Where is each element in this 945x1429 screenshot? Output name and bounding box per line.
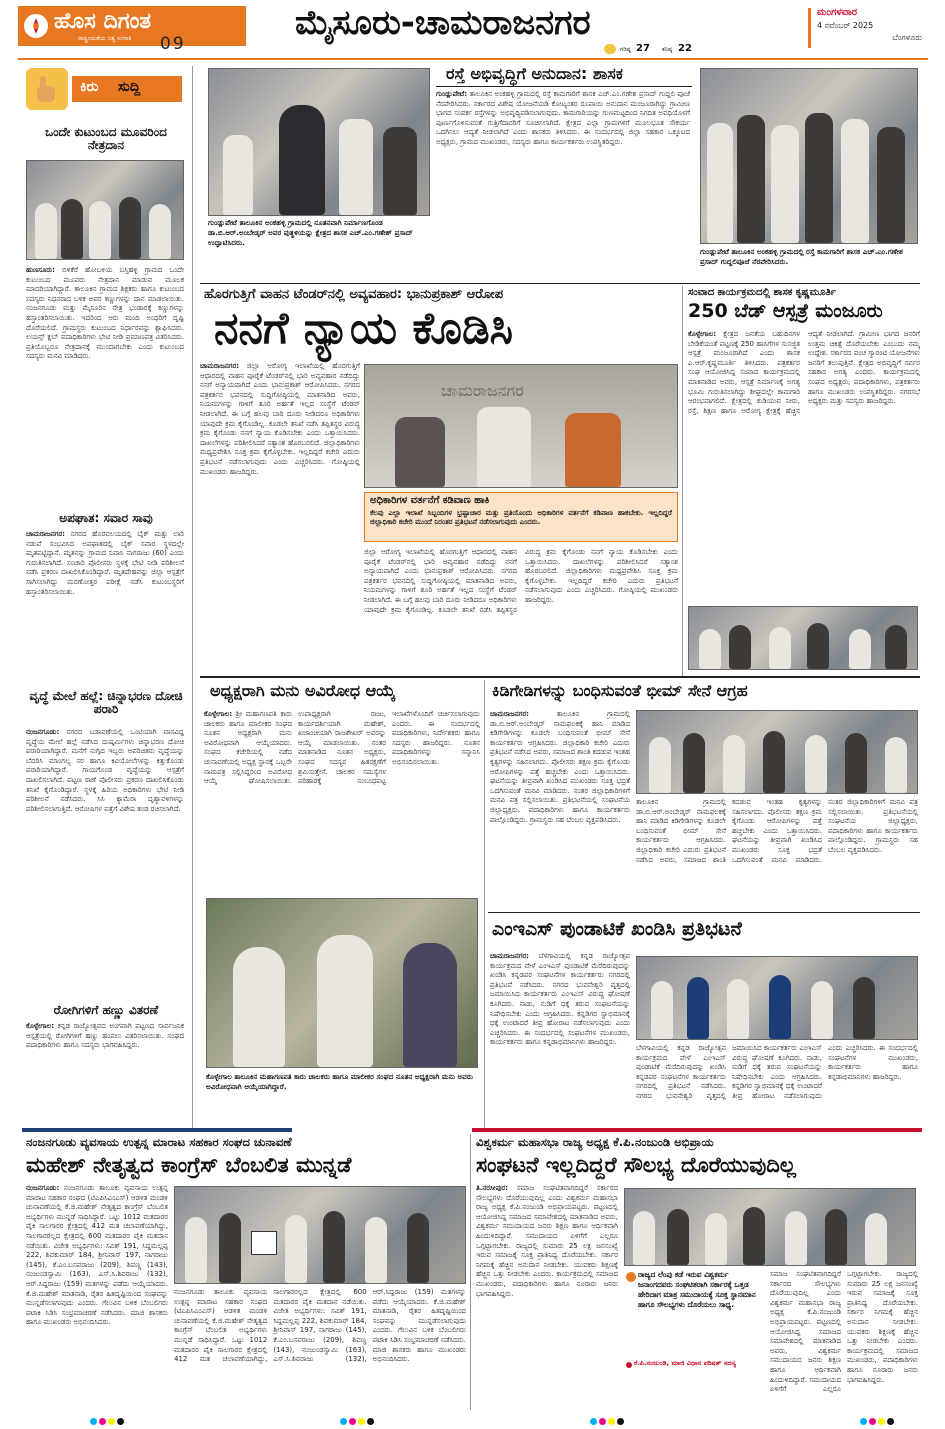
bottom-left-text: ನಂಜನಗೂಡು ತಾಲೂಕು ವ್ಯವಸಾಯ ಉತ್ಪನ್ನ ಮಾರಾಟ ಸಹಕಾರ ಸಂಘದ (ಟಿಎಪಿಸಿಎಂಎಸ್) ಆಡಳಿತ ಮಂಡಳಿ ಚುನಾವಣೆಯಲ್ಲಿ ಕೆ.ಜಿ.ಮಹೇಶ್ ನೇತೃತ್ವದ ಕಾಂಗ್ರೆಸ್ ಬೆಂಬಲಿತ ಅಭ್ಯರ್ಥಿಗಳು ಮುನ್ನಡೆ ಸಾಧಿಸಿದ್ದಾರೆ. ಒಟ್ಟು 1012 ಮತದಾರರ ಪೈಕಿ ಸಾಲಗಾರರ ಕ್ಷೇತ್ರದಲ್ಲಿ 412 ಮತ ಚಲಾವಣೆಯಾಗಿದ್ದು, ಸಾಲಗಾರರಲ್ಲದ ಕ್ಷೇತ್ರದಲ್ಲಿ 600 ಮತದಾರರ ಪೈಕಿ ಮತದಾನ ನಡೆಯಿತು. ವಿಜೇತ ಅಭ್ಯರ್ಥಿಗಳು: ಸವಿತ್ 191, ಸಿದ್ದಮಲ್ಲಪ್ಪ 222, ಶಿವಕುಮಾರ್ 184, ಶ್ರೀನಿವಾಸ್ 197, ನಾಗರಾಜು (145), ಕೆ.ಎಂ.ಬಸವರಾಜು (209), ಶಿವಣ್ಣ (143), ನಂಜುಂಡಸ್ವಾಮಿ (163), ಎಸ್.ಸಿ.ಶಿವರಾಜು (132), ಆರ್.ಸಿದ್ದರಾಜು (159) ಮತಗಳನ್ನು ಪಡೆದು ಆಯ್ಕೆಯಾದರು. ಕೆ.ಜಿ.ಮಹೇಶ್ ಮಾತನಾಡಿ, ರೈತರ ಹಿತದೃಷ್ಟಿಯಿಂದ ಸಂಘವನ್ನು ಮುನ್ನಡೆಸಲಾಗುವುದು ಎಂದರು. ಗೆಲುವಿನ ಬಳಿಕ ಬೆಂಬಲಿಗರು ಪಟಾಕಿ ಸಿಡಿಸಿ ಸಂಭ್ರಮಾಚರಣೆ ನಡೆಸಿದರು. ಮಾಜಿ ಶಾಸಕರು ಹಾಗೂ ಮುಖಂಡರು ಅಭಿನಂದಿಸಿದರು. — [26, 1184, 168, 1327]
sidebar-story3-title: ವೃದ್ಧೆ ಮೇಲೆ ಹಲ್ಲೆ: ಚಿನ್ನಾಭರಣ ದೋಚಿ ಪರಾರಿ — [29, 689, 183, 716]
sidebar-story1-title: ಒಂದೇ ಕುಟುಂಬದ ಮೂವರಿಂದ ನೇತ್ರದಾನ — [45, 125, 167, 152]
top-story-headline-rule — [436, 86, 692, 87]
lead-story-callout — [364, 492, 678, 542]
sidebar-story2-body — [26, 530, 184, 682]
lead-story-callout-title: ಅಧಿಕಾರಿಗಳ ವರ್ತನೆಗೆ ಕಡಿವಾಣ ಹಾಕಿ — [370, 495, 490, 506]
section-title: ಮೈಸೂರು-ಚಾಮರಾಜನಗರ — [295, 3, 591, 43]
dateline-block — [808, 8, 928, 48]
sidebar-divider — [192, 66, 193, 1130]
sidebar-story3-text: ನಗರದ ಬಡಾವಣೆಯಲ್ಲಿ ಒಂಟಿಯಾಗಿ ವಾಸವಿದ್ದ ವೃದ್ಧೆಯ ಮೇಲೆ ಹಲ್ಲೆ ನಡೆಸಿದ ದುಷ್ಕರ್ಮಿಗಳು ಚಿನ್ನಾಭರಣ ದೋಚಿ ಪರಾರಿಯಾಗಿದ್ದಾರೆ. ಮನೆಗೆ ನುಗ್ಗಿದ ಇಬ್ಬರು ಅಪರಿಚಿತರು ವೃದ್ಧೆಯನ್ನು ಬೆದರಿಸಿ ಮಾಂಗಲ್ಯ ಸರ ಹಾಗೂ ಕಿವಿಯೋಲೆಗಳನ್ನು ಕಿತ್ತುಕೊಂಡು ಪರಾರಿಯಾಗಿದ್ದಾರೆ. ಗಾಯಗೊಂಡ ವೃದ್ಧೆಯನ್ನು ಆಸ್ಪತ್ರೆಗೆ ದಾಖಲಿಸಲಾಗಿದೆ. ಪಟ್ಟಣ ಠಾಣೆ ಪೊಲೀಸರು ಪ್ರಕರಣ ದಾಖಲಿಸಿಕೊಂಡು ತನಿಖೆ ಕೈಗೊಂಡಿದ್ದಾರೆ. ಸ್ಥಳಕ್ಕೆ ಹಿರಿಯ ಅಧಿಕಾರಿಗಳು ಭೇಟಿ ನೀಡಿ ಪರಿಶೀಲನೆ ನಡೆಸಿದರು. ಸಿಸಿ ಕ್ಯಾಮೆರಾ ದೃಶ್ಯಾವಳಿಗಳನ್ನು ಪರಿಶೀಲಿಸಲಾಗುತ್ತಿದೆ. ಆರೋಪಿಗಳ ಪತ್ತೆಗೆ ವಿಶೇಷ ತಂಡ ರಚಿಸಲಾಗಿದೆ. — [26, 728, 184, 813]
bottom-right-headline: ಸಂಘಟನೆ ಇಲ್ಲದಿದ್ದರೆ ಸೌಲಭ್ಯ ದೊರೆಯುವುದಿಲ್ಲ — [476, 1153, 796, 1177]
bottom-divider — [470, 1134, 471, 1410]
print-registration-marks-left — [90, 1410, 126, 1429]
lead-story-callout-body: ಕೆಲವು ಎಲ್ಲಾ ಇಲಾಖೆ ಸಿಬ್ಬಂದಿಗಳ ಭ್ರಷ್ಟಾಚಾರ ಮತ್ತು ಪ್ರತಿಯೊಂದು ಅಧಿಕಾರಿಗಳ ವರ್ತನೆಗೆ ಕಡಿವಾಣ ಹಾಕಬೇಕು. ಇಲ್ಲದಿದ್ದರೆ ಜಿಲ್ಲಾಧಿಕಾರಿ ಕಚೇರಿ ಮುಂದೆ ನಿರಂತರ ಪ್ರತಿಭಟನೆ ನಡೆಸಲಾಗುವುದು ಎಂದರು. — [370, 508, 672, 527]
brief-badge-ribbon — [72, 76, 182, 102]
mid-right-top-text: ತಾಲೂಕಿನ ಗ್ರಾಮದಲ್ಲಿ ಡಾ.ಬಿ.ಆರ್.ಅಂಬೇಡ್ಕರ್ ನಾಮಫಲಕಕ್ಕೆ ಹಾನಿ ಮಾಡಿದ ಕಿಡಿಗೇಡಿಗಳನ್ನು ಕೂಡಲೇ ಬಂಧಿಸುವಂತೆ ಭೀಮ್ ಸೇನೆ ಕಾರ್ಯಕರ್ತರು ಆಗ್ರಹಿಸಿದರು. ಜಿಲ್ಲಾಧಿಕಾರಿ ಕಚೇರಿ ಎದುರು ಪ್ರತಿಭಟನೆ ನಡೆಸಿದ ಅವರು, ಸಮಾಜದ ಶಾಂತಿ ಕದಡುವ ಇಂತಹ ಕೃತ್ಯಗಳನ್ನು ಸಹಿಸಲಾಗದು. ಪೊಲೀಸರು ತಕ್ಷಣ ಕ್ರಮ ಕೈಗೊಂಡು ಆರೋಪಿಗಳನ್ನು ಪತ್ತೆ ಹಚ್ಚಬೇಕು ಎಂದು ಒತ್ತಾಯಿಸಿದರು. ಘಟನೆಯನ್ನು ತೀವ್ರವಾಗಿ ಖಂಡಿಸಿದ ಮುಖಂಡರು ಸೂಕ್ತ ಭದ್ರತೆ ಒದಗಿಸುವಂತೆ ಮನವಿ ಮಾಡಿದರು. ನಂತರ ಜಿಲ್ಲಾಧಿಕಾರಿಗಳಿಗೆ ಮನವಿ ಪತ್ರ ಸಲ್ಲಿಸಲಾಯಿತು. ಪ್ರತಿಭಟನೆಯಲ್ಲಿ ಸಂಘಟನೆಯ ಜಿಲ್ಲಾಧ್ಯಕ್ಷರು, ಪದಾಧಿಕಾರಿಗಳು ಹಾಗೂ ಕಾರ್ಯಕರ್ತರು ಪಾಲ್ಗೊಂಡಿದ್ದರು. ಗ್ರಾಮಸ್ಥರು ಸಹ ಬೆಂಬಲ ವ್ಯಕ್ತಪಡಿಸಿದರು. — [490, 710, 630, 824]
top-story-body — [436, 90, 690, 260]
mid-right-rule — [488, 912, 920, 913]
bottom-left-body-col1 — [26, 1184, 168, 1408]
issue-day: ಮಂಗಳವಾರ — [817, 7, 858, 18]
sidebar-story1-photo — [26, 160, 184, 260]
issue-date: 4 ನವೆಂಬರ್ 2025 — [817, 20, 874, 30]
mid-right-bottom-dateline: ಚಾಮರಾಜನಗರ: — [490, 952, 529, 960]
mid-right-bottom-headline: ಎಂಇಎಸ್ ಪುಂಡಾಟಿಕೆ ಖಂಡಿಸಿ ಪ್ರತಿಭಟನೆ — [492, 918, 742, 940]
top-story-text: ತಾಲೂಕಿನ ಅಂಕಹಳ್ಳಿ ಗ್ರಾಮದಲ್ಲಿ ರಸ್ತೆ ಕಾಮಗಾರಿಗೆ ಶಾಸಕ ಎಚ್.ಎಂ.ಗಣೇಶ ಪ್ರಸಾದ್ ಗುದ್ದಲಿ ಪೂಜೆ ನೆರವೇರಿಸಿದರು. ಸರ್ಕಾರದ ವಿಶೇಷ ಯೋಜನೆಯಡಿ ಕೋಟ್ಯಂತರ ರೂಪಾಯಿ ಅನುದಾನ ಮಂಜೂರಾಗಿದ್ದು ಗ್ರಾಮೀಣ ಭಾಗದ ಸಂಪರ್ಕ ರಸ್ತೆಗಳನ್ನು ಅಭಿವೃದ್ಧಿಪಡಿಸಲಾಗುವುದು. ಕಾಮಗಾರಿಯನ್ನು ಗುಣಮಟ್ಟದಿಂದ ನಿಗದಿತ ಅವಧಿಯೊಳಗೆ ಪೂರ್ಣಗೊಳಿಸುವಂತೆ ಗುತ್ತಿಗೆದಾರರಿಗೆ ಸೂಚಿಸಲಾಗಿದೆ. ಕ್ಷೇತ್ರದ ಎಲ್ಲಾ ಗ್ರಾಮಗಳಿಗೆ ಮೂಲಭೂತ ಸೌಕರ್ಯ ಒದಗಿಸಲು ಆದ್ಯತೆ ನೀಡಲಾಗಿದೆ ಎಂದು ಶಾಸಕರು ತಿಳಿಸಿದರು. ಈ ಸಂದರ್ಭದಲ್ಲಿ ಜಿಲ್ಲಾ ಸಹಕಾರ ಒಕ್ಕೂಟದ ಅಧ್ಯಕ್ಷರು, ಗ್ರಾಮದ ಮುಖಂಡರು, ಸದಸ್ಯರು ಹಾಗೂ ಕಾರ್ಯಕರ್ತರು ಉಪಸ್ಥಿತರಿದ್ದರು. — [436, 90, 690, 146]
bottom-right-quote-author: ಕೆ.ಪಿ.ನಂಜುಂಡಿ, ಮಾಜಿ ವಿಧಾನ ಪರಿಷತ್ ಸದಸ್ಯ — [634, 1359, 736, 1367]
logo-text: ಹೊಸ ದಿಗಂತ — [54, 9, 152, 34]
weather-max-label: ಗರಿಷ್ಠ — [620, 46, 631, 53]
print-registration-marks-mid — [340, 1410, 376, 1429]
sidebar-story1-dateline: ಹುಣಸೂರು: — [26, 266, 55, 274]
bottom-left-headline: ಮಹೇಶ್ ನೇತೃತ್ವದ ಕಾಂಗ್ರೆಸ್ ಬೆಂಬಲಿತ ಮುನ್ನಡೆ — [26, 1153, 352, 1177]
print-registration-marks-far-right — [860, 1410, 896, 1429]
mid-left-dateline: ಕೊಳ್ಳೇಗಾಲ: — [204, 710, 233, 718]
mid-left-headline: ಅಧ್ಯಕ್ಷರಾಗಿ ಮನು ಅವಿರೋಧ ಆಯ್ಕೆ — [210, 681, 396, 700]
logo-emblem-icon — [24, 14, 48, 38]
bottom-left-kicker: ನಂಜನಗೂಡು ವ್ಯವಸಾಯ ಉತ್ಪನ್ನ ಮಾರಾಟ ಸಹಕಾರ ಸಂಘದ ಚುನಾವಣೆ — [26, 1135, 292, 1149]
bottom-right-kicker: ವಿಶ್ವಕರ್ಮ ಮಹಾಸಭಾ ರಾಜ್ಯ ಅಧ್ಯಕ್ಷ ಕೆ.ಪಿ.ನಂಜುಂಡಿ ಅಭಿಪ್ರಾಯ — [476, 1135, 714, 1149]
right-top-body — [688, 330, 920, 600]
mid-left-body — [204, 710, 480, 894]
weather-min-label: ಕನಿಷ್ಠ — [662, 46, 673, 53]
brief-hand-icon — [26, 68, 68, 110]
brief-badge-prefix: ಕಿರು — [80, 79, 99, 95]
bottom-right-body-col2 — [770, 1270, 918, 1408]
mid-divider — [484, 680, 485, 1128]
masthead-rule — [18, 58, 928, 60]
sidebar-story3-dateline: ನಂಜನಗೂಡು: — [26, 728, 60, 736]
logo-block — [18, 6, 246, 46]
mid-right-top-text-continued: ತಾಲೂಕಿನ ಗ್ರಾಮದಲ್ಲಿ ಡಾ.ಬಿ.ಆರ್.ಅಂಬೇಡ್ಕರ್ ನಾಮಫಲಕಕ್ಕೆ ಹಾನಿ ಮಾಡಿದ ಕಿಡಿಗೇಡಿಗಳನ್ನು ಕೂಡಲೇ ಬಂಧಿಸುವಂತೆ ಭೀಮ್ ಸೇನೆ ಕಾರ್ಯಕರ್ತರು ಆಗ್ರಹಿಸಿದರು. ಜಿಲ್ಲಾಧಿಕಾರಿ ಕಚೇರಿ ಎದುರು ಪ್ರತಿಭಟನೆ ನಡೆಸಿದ ಅವರು, ಸಮಾಜದ ಶಾಂತಿ ಕದಡುವ ಇಂತಹ ಕೃತ್ಯಗಳನ್ನು ಸಹಿಸಲಾಗದು. ಪೊಲೀಸರು ತಕ್ಷಣ ಕ್ರಮ ಕೈಗೊಂಡು ಆರೋಪಿಗಳನ್ನು ಪತ್ತೆ ಹಚ್ಚಬೇಕು ಎಂದು ಒತ್ತಾಯಿಸಿದರು. ಘಟನೆಯನ್ನು ತೀವ್ರವಾಗಿ ಖಂಡಿಸಿದ ಮುಖಂಡರು ಸೂಕ್ತ ಭದ್ರತೆ ಒದಗಿಸುವಂತೆ ಮನವಿ ಮಾಡಿದರು. ನಂತರ ಜಿಲ್ಲಾಧಿಕಾರಿಗಳಿಗೆ ಮನವಿ ಪತ್ರ ಸಲ್ಲಿಸಲಾಯಿತು. ಪ್ರತಿಭಟನೆಯಲ್ಲಿ ಸಂಘಟನೆಯ ಜಿಲ್ಲಾಧ್ಯಕ್ಷರು, ಪದಾಧಿಕಾರಿಗಳು ಹಾಗೂ ಕಾರ್ಯಕರ್ತರು ಪಾಲ್ಗೊಂಡಿದ್ದರು. ಗ್ರಾಮಸ್ಥರು ಸಹ ಬೆಂಬಲ ವ್ಯಕ್ತಪಡಿಸಿದರು. — [636, 798, 918, 864]
sidebar-story4-text: ಕನ್ನಡ ರಾಜ್ಯೋತ್ಸವದ ಅಂಗವಾಗಿ ಪಟ್ಟಣದ ಸಾರ್ವಜನಿಕ ಆಸ್ಪತ್ರೆಯಲ್ಲಿ ರೋಗಿಗಳಿಗೆ ಹಣ್ಣು ಹಂಪಲು ವಿತರಿಸಲಾಯಿತು. ಸಂಘದ ಪದಾಧಿಕಾರಿಗಳು ಹಾಗೂ ಸದಸ್ಯರು ಭಾಗವಹಿಸಿದ್ದರು. — [26, 1022, 184, 1050]
top-section-rule — [200, 283, 920, 284]
masthead — [0, 0, 945, 58]
top-story-headline: ರಸ್ತೆ ಅಭಿವೃದ್ಧಿಗೆ ಅನುದಾನ: ಶಾಸಕ — [446, 64, 623, 83]
weather-max: 27 — [636, 43, 650, 54]
lead-story-dateline: ಚಾಮರಾಜನಗರ: — [200, 362, 239, 370]
right-top-photo — [688, 606, 918, 670]
sidebar-story2-title: ಅಪಘಾತ: ಸವಾರ ಸಾವು — [59, 511, 153, 525]
top-story-caption-left: ಗುಂಡ್ಲುಪೇಟೆ ತಾಲೂಕಿನ ಅಂಕಹಳ್ಳಿ ಗ್ರಾಮದಲ್ಲಿ ನೂತನವಾಗಿ ನಿರ್ಮಾಣಗೊಂಡ ಡಾ.ಬಿ.ಆರ್.ಅಂಬೇಡ್ಕರ್ ಅವರ ಪುತ್ಥಳಿಯನ್ನು ಕ್ಷೇತ್ರದ ಶಾಸಕ ಎಚ್.ಎಂ.ಗಣೇಶ್ ಪ್ರಸಾದ್ ಉದ್ಘಾಟಿಸಿದರು. — [208, 218, 413, 247]
right-top-text: ಕ್ಷೇತ್ರದ ಜನತೆಯ ಬಹುದಿನಗಳ ಬೇಡಿಕೆಯಂತೆ ಪಟ್ಟಣಕ್ಕೆ 250 ಹಾಸಿಗೆಗಳ ಸುಸಜ್ಜಿತ ಆಸ್ಪತ್ರೆ ಮಂಜೂರಾಗಿದೆ ಎಂದು ಶಾಸಕ ಎ.ಆರ್.ಕೃಷ್ಣಮೂರ್ತಿ ತಿಳಿಸಿದರು. ಪತ್ರಕರ್ತರ ಸಂಘ ಆಯೋಜಿಸಿದ್ದ ಸಂವಾದ ಕಾರ್ಯಕ್ರಮದಲ್ಲಿ ಮಾತನಾಡಿದ ಅವರು, ಆಸ್ಪತ್ರೆ ನಿರ್ಮಾಣಕ್ಕೆ ಅಗತ್ಯ ಭೂಮಿ ಗುರುತಿಸಲಾಗಿದ್ದು ಶೀಘ್ರದಲ್ಲೇ ಕಾಮಗಾರಿ ಆರಂಭವಾಗಲಿದೆ. ಕ್ಷೇತ್ರದಲ್ಲಿ ಕುಡಿಯುವ ನೀರು, ರಸ್ತೆ, ಶಿಕ್ಷಣ ಹಾಗೂ ಆರೋಗ್ಯ ಕ್ಷೇತ್ರಕ್ಕೆ ಹೆಚ್ಚಿನ ಆದ್ಯತೆ ನೀಡಲಾಗಿದೆ. ಗ್ರಾಮೀಣ ಭಾಗದ ಜನರಿಗೆ ಉತ್ತಮ ಚಿಕಿತ್ಸೆ ದೊರೆಯಬೇಕು ಎಂಬುದು ನಮ್ಮ ಉದ್ದೇಶ. ಸರ್ಕಾರದ ಪಂಚ ಗ್ಯಾರಂಟಿ ಯೋಜನೆಗಳು ಜನರಿಗೆ ತಲುಪುತ್ತಿವೆ. ಕ್ಷೇತ್ರದ ಅಭಿವೃದ್ಧಿಗೆ ಸರ್ವರ ಸಹಕಾರ ಅಗತ್ಯ ಎಂದರು. ಕಾರ್ಯಕ್ರಮದಲ್ಲಿ ಸಂಘದ ಅಧ್ಯಕ್ಷರು, ಪದಾಧಿಕಾರಿಗಳು, ಪತ್ರಕರ್ತರು ಹಾಗೂ ಮುಖಂಡರು ಉಪಸ್ಥಿತರಿದ್ದರು. ನಗರಸಭೆ ಅಧ್ಯಕ್ಷರು ಮತ್ತು ಸದಸ್ಯರು ಹಾಜರಿದ್ದರು. — [688, 330, 920, 415]
page-number: 09 — [160, 34, 186, 54]
bottom-right-photo — [624, 1188, 916, 1266]
bottom-right-quote-box — [624, 1270, 764, 1380]
right-top-kicker: ಸಂವಾದ ಕಾರ್ಯಕ್ರಮದಲ್ಲಿ ಶಾಸಕ ಕೃಷ್ಣಮೂರ್ತಿ — [688, 287, 837, 298]
bottom-right-body-col1 — [476, 1184, 618, 1408]
mid-right-top-dateline: ಚಾಮರಾಜನಗರ: — [490, 710, 529, 718]
lead-story-photo — [364, 364, 678, 488]
bottom-left-text-continued: ನಂಜನಗೂಡು ತಾಲೂಕು ವ್ಯವಸಾಯ ಉತ್ಪನ್ನ ಮಾರಾಟ ಸಹಕಾರ ಸಂಘದ (ಟಿಎಪಿಸಿಎಂಎಸ್) ಆಡಳಿತ ಮಂಡಳಿ ಚುನಾವಣೆಯಲ್ಲಿ ಕೆ.ಜಿ.ಮಹೇಶ್ ನೇತೃತ್ವದ ಕಾಂಗ್ರೆಸ್ ಬೆಂಬಲಿತ ಅಭ್ಯರ್ಥಿಗಳು ಮುನ್ನಡೆ ಸಾಧಿಸಿದ್ದಾರೆ. ಒಟ್ಟು 1012 ಮತದಾರರ ಪೈಕಿ ಸಾಲಗಾರರ ಕ್ಷೇತ್ರದಲ್ಲಿ 412 ಮತ ಚಲಾವಣೆಯಾಗಿದ್ದು, ಸಾಲಗಾರರಲ್ಲದ ಕ್ಷೇತ್ರದಲ್ಲಿ 600 ಮತದಾರರ ಪೈಕಿ ಮತದಾನ ನಡೆಯಿತು. ವಿಜೇತ ಅಭ್ಯರ್ಥಿಗಳು: ಸವಿತ್ 191, ಸಿದ್ದಮಲ್ಲಪ್ಪ 222, ಶಿವಕುಮಾರ್ 184, ಶ್ರೀನಿವಾಸ್ 197, ನಾಗರಾಜು (145), ಕೆ.ಎಂ.ಬಸವರಾಜು (209), ಶಿವಣ್ಣ (143), ನಂಜುಂಡಸ್ವಾಮಿ (163), ಎಸ್.ಸಿ.ಶಿವರಾಜು (132), ಆರ್.ಸಿದ್ದರಾಜು (159) ಮತಗಳನ್ನು ಪಡೆದು ಆಯ್ಕೆಯಾದರು. ಕೆ.ಜಿ.ಮಹೇಶ್ ಮಾತನಾಡಿ, ರೈತರ ಹಿತದೃಷ್ಟಿಯಿಂದ ಸಂಘವನ್ನು ಮುನ್ನಡೆಸಲಾಗುವುದು ಎಂದರು. ಗೆಲುವಿನ ಬಳಿಕ ಬೆಂಬಲಿಗರು ಪಟಾಕಿ ಸಿಡಿಸಿ ಸಂಭ್ರಮಾಚರಣೆ ನಡೆಸಿದರು. ಮಾಜಿ ಶಾಸಕರು ಹಾಗೂ ಮುಖಂಡರು ಅಭಿನಂದಿಸಿದರು. — [174, 1288, 466, 1364]
bottom-band-rule — [22, 1128, 922, 1132]
quote-bullet-icon — [626, 1272, 636, 1282]
lead-story-body-col1 — [200, 362, 360, 662]
ballot-board — [251, 1231, 277, 1255]
logo-tagline: ರಾಷ್ಟ್ರೀಯತೆಯ ನಿತ್ಯ ಸಂಗಾತಿ — [78, 35, 132, 42]
mid-right-bottom-text: ಬೆಳಗಾವಿಯಲ್ಲಿ ಕನ್ನಡ ರಾಜ್ಯೋತ್ಸವ ಕಾರ್ಯಕ್ರಮದ ವೇಳೆ ಎಂಇಎಸ್ ಪುಂಡಾಟಿಕೆ ಮೆರೆದಿರುವುದನ್ನು ಖಂಡಿಸಿ ಕನ್ನಡಪರ ಸಂಘಟನೆಗಳ ಕಾರ್ಯಕರ್ತರು ನಗರದಲ್ಲಿ ಪ್ರತಿಭಟನೆ ನಡೆಸಿದರು. ನಗರದ ಭುವನೇಶ್ವರಿ ವೃತ್ತದಲ್ಲಿ ಜಮಾಯಿಸಿದ ಕಾರ್ಯಕರ್ತರು ಎಂಇಎಸ್ ವಿರುದ್ಧ ಘೋಷಣೆ ಕೂಗಿದರು. ನಾಡು, ನುಡಿಗೆ ಧಕ್ಕೆ ತರುವ ಸಂಘಟನೆಯನ್ನು ನಿಷೇಧಿಸಬೇಕು ಎಂದು ಆಗ್ರಹಿಸಿದರು. ಕನ್ನಡಿಗರ ಸ್ವಾಭಿಮಾನಕ್ಕೆ ಧಕ್ಕೆ ಉಂಟಾದರೆ ತೀವ್ರ ಹೋರಾಟ ನಡೆಸಲಾಗುವುದು ಎಂದು ಎಚ್ಚರಿಸಿದರು. ಈ ಸಂದರ್ಭದಲ್ಲಿ ಸಂಘಟನೆಗಳ ಮುಖಂಡರು, ಕಾರ್ಯಕರ್ತರು ಹಾಗೂ ಕನ್ನಡಾಭಿಮಾನಿಗಳು ಹಾಜರಿದ್ದರು. — [490, 952, 630, 1047]
mid-left-caption: ಕೊಳ್ಳೇಗಾಲ ತಾಲೂಕಿನ ಮಹಾಗಣಪತಿ ಕಾರು ಚಾಲಕರು ಹಾಗೂ ಮಾಲೀಕರ ಸಂಘದ ನೂತನ ಅಧ್ಯಕ್ಷರಾಗಿ ಮನು ಅವರು ಅವಿರೋಧವಾಗಿ ಆಯ್ಕೆಯಾಗಿದ್ದಾರೆ. — [206, 1072, 473, 1091]
lead-story-body-col2 — [364, 548, 678, 666]
right-top-headline: 250 ಬೆಡ್ ಆಸ್ಪತ್ರೆ ಮಂಜೂರು — [688, 300, 883, 322]
sidebar-story4-title: ರೋಗಿಗಳಿಗೆ ಹಣ್ಣು ವಿತರಣೆ — [53, 1003, 159, 1017]
lead-story-headline: ನನಗೆ ನ್ಯಾಯ ಕೊಡಿಸಿ — [214, 303, 514, 354]
mid-right-bottom-text-continued: ಬೆಳಗಾವಿಯಲ್ಲಿ ಕನ್ನಡ ರಾಜ್ಯೋತ್ಸವ ಕಾರ್ಯಕ್ರಮದ ವೇಳೆ ಎಂಇಎಸ್ ಪುಂಡಾಟಿಕೆ ಮೆರೆದಿರುವುದನ್ನು ಖಂಡಿಸಿ ಕನ್ನಡಪರ ಸಂಘಟನೆಗಳ ಕಾರ್ಯಕರ್ತರು ನಗರದಲ್ಲಿ ಪ್ರತಿಭಟನೆ ನಡೆಸಿದರು. ನಗರದ ಭುವನೇಶ್ವರಿ ವೃತ್ತದಲ್ಲಿ ಜಮಾಯಿಸಿದ ಕಾರ್ಯಕರ್ತರು ಎಂಇಎಸ್ ವಿರುದ್ಧ ಘೋಷಣೆ ಕೂಗಿದರು. ನಾಡು, ನುಡಿಗೆ ಧಕ್ಕೆ ತರುವ ಸಂಘಟನೆಯನ್ನು ನಿಷೇಧಿಸಬೇಕು ಎಂದು ಆಗ್ರಹಿಸಿದರು. ಕನ್ನಡಿಗರ ಸ್ವಾಭಿಮಾನಕ್ಕೆ ಧಕ್ಕೆ ಉಂಟಾದರೆ ತೀವ್ರ ಹೋರಾಟ ನಡೆಸಲಾಗುವುದು ಎಂದು ಎಚ್ಚರಿಸಿದರು. ಈ ಸಂದರ್ಭದಲ್ಲಿ ಸಂಘಟನೆಗಳ ಮುಖಂಡರು, ಕಾರ್ಯಕರ್ತರು ಹಾಗೂ ಕನ್ನಡಾಭಿಮಾನಿಗಳು ಹಾಜರಿದ್ದರು. — [636, 1044, 918, 1100]
bottom-right-dateline: ತಿ.ನರಸೀಪುರ: — [476, 1184, 508, 1192]
lead-right-divider — [682, 286, 683, 676]
mid-right-top-body-col1 — [490, 710, 630, 906]
print-registration-marks-right — [590, 1410, 626, 1429]
bottom-left-body-col2 — [174, 1288, 466, 1408]
mid-right-top-photo — [636, 710, 918, 794]
lead-story-text-continued: ಜಿಲ್ಲಾ ಆರೋಗ್ಯ ಇಲಾಖೆಯಲ್ಲಿ ಹೊರಗುತ್ತಿಗೆ ಆಧಾರದಲ್ಲಿ ವಾಹನ ಪೂರೈಕೆ ಟೆಂಡರ್‌ನಲ್ಲಿ ಭಾರಿ ಅವ್ಯವಹಾರ ನಡೆದಿದ್ದು ನನಗೆ ಅನ್ಯಾಯವಾಗಿದೆ ಎಂದು ಭಾನುಪ್ರಕಾಶ್ ಆರೋಪಿಸಿದರು. ನಗರದ ಪತ್ರಕರ್ತರ ಭವನದಲ್ಲಿ ಸುದ್ದಿಗೋಷ್ಠಿಯಲ್ಲಿ ಮಾತನಾಡಿದ ಅವರು, ನಿಯಮಗಳನ್ನು ಗಾಳಿಗೆ ತೂರಿ ಅರ್ಹತೆ ಇಲ್ಲದ ಸಂಸ್ಥೆಗೆ ಟೆಂಡರ್ ನೀಡಲಾಗಿದೆ. ಈ ಬಗ್ಗೆ ಹಲವು ಬಾರಿ ದೂರು ನೀಡಿದರೂ ಅಧಿಕಾರಿಗಳು ಯಾವುದೇ ಕ್ರಮ ಕೈಗೊಂಡಿಲ್ಲ. ಕೂಡಲೇ ತನಿಖೆ ನಡೆಸಿ ತಪ್ಪಿತಸ್ಥರ ವಿರುದ್ಧ ಕ್ರಮ ಕೈಗೊಂಡು ನನಗೆ ನ್ಯಾಯ ಕೊಡಿಸಬೇಕು ಎಂದು ಒತ್ತಾಯಿಸಿದರು. ದಾಖಲೆಗಳನ್ನು ಪರಿಶೀಲಿಸಿದರೆ ಸತ್ಯಾಂಶ ಹೊರಬರಲಿದೆ. ಜಿಲ್ಲಾಧಿಕಾರಿಗಳು ಮಧ್ಯಪ್ರವೇಶಿಸಿ ಸೂಕ್ತ ಕ್ರಮ ಕೈಗೊಳ್ಳಬೇಕು. ಇಲ್ಲದಿದ್ದರೆ ಕಚೇರಿ ಎದುರು ಪ್ರತಿಭಟನೆ ನಡೆಸಲಾಗುವುದು ಎಂದು ಎಚ್ಚರಿಸಿದರು. ಗೋಷ್ಠಿಯಲ್ಲಿ ಮುಖಂಡರು ಹಾಜರಿದ್ದರು. — [364, 548, 678, 614]
mid-right-bottom-body-col1 — [490, 952, 630, 1128]
sidebar-story4-dateline: ಕೊಳ್ಳೇಗಾಲ: — [26, 1022, 55, 1030]
bottom-left-dateline: ನಂಜನಗೂಡು: — [26, 1184, 60, 1192]
top-story-caption-right: ಗುಂಡ್ಲುಪೇಟೆ ತಾಲೂಕಿನ ಅಂಕಹಳ್ಳಿ ಗ್ರಾಮದಲ್ಲಿ ರಸ್ತೆ ಕಾಮಗಾರಿಗೆ ಶಾಸಕ ಎಚ್.ಎಂ.ಗಣೇಶ ಪ್ರಸಾದ್ ಗುದ್ದಲಿಪೂಜೆ ನೆರವೇರಿಸಿದರು. — [700, 247, 903, 266]
right-top-dateline: ಕೊಳ್ಳೇಗಾಲ: — [688, 330, 717, 338]
bottom-right-quote: ರಾಜ್ಯದ ಲೆಂಪು ಕಡೆ ಇರುವ ವಿಶ್ವಕರ್ಮ ಜನಾಂಗದವರು ಸಂಘಟಿತರಾಗಿ ಸರ್ಕಾರಕ್ಕೆ ಒತ್ತಡ ಹೇರಿದಾಗ ಮಾತ್ರ ಸಮುದಾಯಕ್ಕೆ ಸೂಕ್ತ ಸ್ಥಾನಮಾನ ಹಾಗೂ ಸೌಲಭ್ಯಗಳು ದೊರೆಯಲು ಸಾಧ್ಯ. — [638, 1270, 756, 1309]
top-story-photo-left — [208, 68, 430, 216]
lead-story-photo-banner: ಚಾಮರಾಜನಗರ — [441, 381, 524, 400]
issue-city: ಬೆಂಗಳೂರು — [892, 32, 922, 42]
bottom-left-photo — [174, 1186, 466, 1284]
lead-story-text: ಜಿಲ್ಲಾ ಆರೋಗ್ಯ ಇಲಾಖೆಯಲ್ಲಿ ಹೊರಗುತ್ತಿಗೆ ಆಧಾರದಲ್ಲಿ ವಾಹನ ಪೂರೈಕೆ ಟೆಂಡರ್‌ನಲ್ಲಿ ಭಾರಿ ಅವ್ಯವಹಾರ ನಡೆದಿದ್ದು ನನಗೆ ಅನ್ಯಾಯವಾಗಿದೆ ಎಂದು ಭಾನುಪ್ರಕಾಶ್ ಆರೋಪಿಸಿದರು. ನಗರದ ಪತ್ರಕರ್ತರ ಭವನದಲ್ಲಿ ಸುದ್ದಿಗೋಷ್ಠಿಯಲ್ಲಿ ಮಾತನಾಡಿದ ಅವರು, ನಿಯಮಗಳನ್ನು ಗಾಳಿಗೆ ತೂರಿ ಅರ್ಹತೆ ಇಲ್ಲದ ಸಂಸ್ಥೆಗೆ ಟೆಂಡರ್ ನೀಡಲಾಗಿದೆ. ಈ ಬಗ್ಗೆ ಹಲವು ಬಾರಿ ದೂರು ನೀಡಿದರೂ ಅಧಿಕಾರಿಗಳು ಯಾವುದೇ ಕ್ರಮ ಕೈಗೊಂಡಿಲ್ಲ. ಕೂಡಲೇ ತನಿಖೆ ನಡೆಸಿ ತಪ್ಪಿತಸ್ಥರ ವಿರುದ್ಧ ಕ್ರಮ ಕೈಗೊಂಡು ನನಗೆ ನ್ಯಾಯ ಕೊಡಿಸಬೇಕು ಎಂದು ಒತ್ತಾಯಿಸಿದರು. ದಾಖಲೆಗಳನ್ನು ಪರಿಶೀಲಿಸಿದರೆ ಸತ್ಯಾಂಶ ಹೊರಬರಲಿದೆ. ಜಿಲ್ಲಾಧಿಕಾರಿಗಳು ಮಧ್ಯಪ್ರವೇಶಿಸಿ ಸೂಕ್ತ ಕ್ರಮ ಕೈಗೊಳ್ಳಬೇಕು. ಇಲ್ಲದಿದ್ದರೆ ಕಚೇರಿ ಎದುರು ಪ್ರತಿಭಟನೆ ನಡೆಸಲಾಗುವುದು ಎಂದು ಎಚ್ಚರಿಸಿದರು. ಗೋಷ್ಠಿಯಲ್ಲಿ ಮುಖಂಡರು ಹಾಜರಿದ್ದರು. — [200, 362, 360, 476]
mid-right-bottom-photo — [636, 956, 918, 1040]
mid-left-text: ಶ್ರೀ ಮಹಾಗಣಪತಿ ಕಾರು ಚಾಲಕರು ಹಾಗೂ ಮಾಲೀಕರ ಸಂಘದ ನೂತನ ಅಧ್ಯಕ್ಷರಾಗಿ ಮನು ಅವಿರೋಧವಾಗಿ ಆಯ್ಕೆಯಾದರು. ಸಂಘದ ಕಚೇರಿಯಲ್ಲಿ ನಡೆದ ಚುನಾವಣೆಯಲ್ಲಿ ಅಧ್ಯಕ್ಷ ಸ್ಥಾನಕ್ಕೆ ಒಬ್ಬರೇ ನಾಮಪತ್ರ ಸಲ್ಲಿಸಿದ್ದರಿಂದ ಅವಿರೋಧ ಆಯ್ಕೆ ಘೋಷಿಸಲಾಯಿತು. ಉಪಾಧ್ಯಕ್ಷರಾಗಿ ರಾಜು, ಕಾರ್ಯದರ್ಶಿಯಾಗಿ ಮಹೇಶ್, ಖಜಾಂಚಿಯಾಗಿ ರಾಜಶೇಖರ್ ಅವರನ್ನು ಆಯ್ಕೆ ಮಾಡಲಾಯಿತು. ನಂತರ ಮಾತನಾಡಿದ ನೂತನ ಅಧ್ಯಕ್ಷರು, ಸಂಘದ ಸದಸ್ಯರ ಹಿತರಕ್ಷಣೆಗೆ ಶ್ರಮಿಸುತ್ತೇನೆ. ಚಾಲಕರ ಸಮಸ್ಯೆಗಳ ಪರಿಹಾರಕ್ಕೆ ಸಂಬಂಧಪಟ್ಟ ಇಲಾಖೆಗಳೊಂದಿಗೆ ಚರ್ಚಿಸಲಾಗುವುದು ಎಂದರು. ಈ ಸಂದರ್ಭದಲ್ಲಿ ಪದಾಧಿಕಾರಿಗಳು, ನಿರ್ದೇಶಕರು ಹಾಗೂ ಸದಸ್ಯರು ಹಾಜರಿದ್ದರು. ನೂತನ ಪದಾಧಿಕಾರಿಗಳನ್ನು ಸನ್ಮಾನಿಸಿ ಅಭಿನಂದಿಸಲಾಯಿತು. — [204, 710, 480, 786]
top-story-photo-right — [700, 68, 918, 244]
brief-badge — [26, 68, 182, 112]
lead-story-kicker: ಹೊರಗುತ್ತಿಗೆ ವಾಹನ ಟೆಂಡರ್‌ನಲ್ಲಿ ಅವ್ಯವಹಾರ: ಭಾನುಪ್ರಕಾಶ್ ಆರೋಪ — [204, 287, 504, 302]
sidebar-story1-text: ಬಿಳಿಕೆರೆ ಹೋಬಳಿಯ ಬಸ್ತಿಹಳ್ಳಿ ಗ್ರಾಮದ ಒಂದೇ ಕುಟುಂಬದ ಮೂವರು ನೇತ್ರದಾನ ಮಾಡುವ ಮೂಲಕ ಮಾದರಿಯಾಗಿದ್ದಾರೆ. ತಾಲೂಕಿನ ಗ್ರಾಮದ ಶಿಕ್ಷಕರು ಹಾಗೂ ಕುಟುಂಬದ ಸದಸ್ಯರು ನಿಧನರಾದ ಬಳಿಕ ಅವರ ಕಣ್ಣುಗಳನ್ನು ದಾನ ಮಾಡಲಾಯಿತು. ನಂಜನಗೂಡು ಮತ್ತು ಮೈಸೂರಿನ ನೇತ್ರ ಭಂಡಾರಕ್ಕೆ ಕಣ್ಣುಗಳನ್ನು ಹಸ್ತಾಂತರಿಸಲಾಯಿತು. ಇದರಿಂದ ಆರು ಮಂದಿ ಅಂಧರಿಗೆ ದೃಷ್ಟಿ ದೊರೆಯಲಿದೆ. ಗ್ರಾಮಸ್ಥರು ಕುಟುಂಬದ ನಿರ್ಧಾರವನ್ನು ಶ್ಲಾಘಿಸಿದರು. ಲಯನ್ಸ್ ಕ್ಲಬ್ ಪದಾಧಿಕಾರಿಗಳು ಭೇಟಿ ನೀಡಿ ಪ್ರಮಾಣಪತ್ರ ವಿತರಿಸಿದರು. ಪ್ರತಿಯೊಬ್ಬರೂ ನೇತ್ರದಾನಕ್ಕೆ ಮುಂದಾಗಬೇಕು ಎಂದು ಕುಟುಂಬದ ಸದಸ್ಯರು ಮನವಿ ಮಾಡಿದರು. — [26, 266, 184, 361]
mid-right-top-body-col2 — [636, 798, 918, 906]
sidebar-story1-body — [26, 266, 184, 508]
sidebar-story2-dateline: ಚಾಮರಾಜನಗರ: — [26, 530, 65, 538]
mid-section-rule — [200, 676, 920, 678]
brief-badge-suffix: ಸುದ್ದಿ — [118, 79, 141, 95]
quote-author-dot-icon — [626, 1362, 632, 1368]
bottom-right-text-continued: ಸಮಾಜ ಸಂಘಟಿತವಾಗದಿದ್ದರೆ ಸರ್ಕಾರದ ಸೌಲಭ್ಯಗಳು ದೊರೆಯುವುದಿಲ್ಲ ಎಂದು ವಿಶ್ವಕರ್ಮ ಮಹಾಸಭಾ ರಾಜ್ಯ ಅಧ್ಯಕ್ಷ ಕೆ.ಪಿ.ನಂಜುಂಡಿ ಅಭಿಪ್ರಾಯಪಟ್ಟರು. ಪಟ್ಟಣದಲ್ಲಿ ಆಯೋಜಿಸಿದ್ದ ಸಮಾಜದ ಸಮಾವೇಶದಲ್ಲಿ ಮಾತನಾಡಿದ ಅವರು, ವಿಶ್ವಕರ್ಮ ಸಮುದಾಯದ ಜನರು ಶಿಕ್ಷಣ ಹಾಗೂ ಆರ್ಥಿಕವಾಗಿ ಹಿಂದುಳಿದಿದ್ದಾರೆ. ಸಮುದಾಯದ ಏಳಿಗೆಗೆ ಎಲ್ಲರೂ ಒಗ್ಗಟ್ಟಾಗಬೇಕು. ರಾಜ್ಯದಲ್ಲಿ ಸುಮಾರು 25 ಲಕ್ಷ ಜನಸಂಖ್ಯೆ ಇರುವ ಸಮಾಜಕ್ಕೆ ಸೂಕ್ತ ಪ್ರಾತಿನಿಧ್ಯ ದೊರೆಯಬೇಕು. ಸರ್ಕಾರ ನಿಗಮಕ್ಕೆ ಹೆಚ್ಚಿನ ಅನುದಾನ ನೀಡಬೇಕು. ಯುವಕರು ಶಿಕ್ಷಣಕ್ಕೆ ಹೆಚ್ಚಿನ ಒತ್ತು ನೀಡಬೇಕು ಎಂದರು. ಕಾರ್ಯಕ್ರಮದಲ್ಲಿ ಸಮಾಜದ ಮುಖಂಡರು, ಪದಾಧಿಕಾರಿಗಳು ಹಾಗೂ ನೂರಾರು ಜನರು ಭಾಗವಹಿಸಿದ್ದರು. — [770, 1270, 918, 1394]
weather-icon — [604, 44, 616, 54]
mid-left-photo — [206, 898, 478, 1068]
sidebar-story2-text: ನಗರದ ಹೊರವಲಯದಲ್ಲಿ ಬೈಕ್ ಮತ್ತು ಲಾರಿ ನಡುವೆ ಸಂಭವಿಸಿದ ಅಪಘಾತದಲ್ಲಿ ಬೈಕ್ ಸವಾರ ಸ್ಥಳದಲ್ಲೇ ಮೃತಪಟ್ಟಿದ್ದಾನೆ. ಮೃತನನ್ನು ಗ್ರಾಮದ ನಿವಾಸಿ ನಾಗರಾಜು (60) ಎಂದು ಗುರುತಿಸಲಾಗಿದೆ. ಸಂಚಾರಿ ಪೊಲೀಸರು ಸ್ಥಳಕ್ಕೆ ಭೇಟಿ ನೀಡಿ ಪರಿಶೀಲನೆ ನಡೆಸಿ ಪ್ರಕರಣ ದಾಖಲಿಸಿಕೊಂಡಿದ್ದಾರೆ. ಮೃತದೇಹವನ್ನು ಜಿಲ್ಲಾ ಆಸ್ಪತ್ರೆಗೆ ಸಾಗಿಸಲಾಗಿದ್ದು ಮರಣೋತ್ತರ ಪರೀಕ್ಷೆ ನಡೆಸಿ ಕುಟುಂಬಸ್ಥರಿಗೆ ಹಸ್ತಾಂತರಿಸಲಾಯಿತು. — [26, 530, 184, 596]
weather-widget — [604, 44, 724, 56]
top-story-dateline: ಗುಂಡ್ಲುಪೇಟೆ: — [436, 90, 468, 98]
mid-right-top-headline: ಕಿಡಿಗೇಡಿಗಳನ್ನು ಬಂಧಿಸುವಂತೆ ಭೀಮ್ ಸೇನೆ ಆಗ್ರಹ — [492, 681, 748, 700]
sidebar-story4-body — [26, 1022, 184, 1126]
mid-right-bottom-body-col2 — [636, 1044, 918, 1128]
bottom-right-text: ಸಮಾಜ ಸಂಘಟಿತವಾಗದಿದ್ದರೆ ಸರ್ಕಾರದ ಸೌಲಭ್ಯಗಳು ದೊರೆಯುವುದಿಲ್ಲ ಎಂದು ವಿಶ್ವಕರ್ಮ ಮಹಾಸಭಾ ರಾಜ್ಯ ಅಧ್ಯಕ್ಷ ಕೆ.ಪಿ.ನಂಜುಂಡಿ ಅಭಿಪ್ರಾಯಪಟ್ಟರು. ಪಟ್ಟಣದಲ್ಲಿ ಆಯೋಜಿಸಿದ್ದ ಸಮಾಜದ ಸಮಾವೇಶದಲ್ಲಿ ಮಾತನಾಡಿದ ಅವರು, ವಿಶ್ವಕರ್ಮ ಸಮುದಾಯದ ಜನರು ಶಿಕ್ಷಣ ಹಾಗೂ ಆರ್ಥಿಕವಾಗಿ ಹಿಂದುಳಿದಿದ್ದಾರೆ. ಸಮುದಾಯದ ಏಳಿಗೆಗೆ ಎಲ್ಲರೂ ಒಗ್ಗಟ್ಟಾಗಬೇಕು. ರಾಜ್ಯದಲ್ಲಿ ಸುಮಾರು 25 ಲಕ್ಷ ಜನಸಂಖ್ಯೆ ಇರುವ ಸಮಾಜಕ್ಕೆ ಸೂಕ್ತ ಪ್ರಾತಿನಿಧ್ಯ ದೊರೆಯಬೇಕು. ಸರ್ಕಾರ ನಿಗಮಕ್ಕೆ ಹೆಚ್ಚಿನ ಅನುದಾನ ನೀಡಬೇಕು. ಯುವಕರು ಶಿಕ್ಷಣಕ್ಕೆ ಹೆಚ್ಚಿನ ಒತ್ತು ನೀಡಬೇಕು ಎಂದರು. ಕಾರ್ಯಕ್ರಮದಲ್ಲಿ ಸಮಾಜದ ಮುಖಂಡರು, ಪದಾಧಿಕಾರಿಗಳು ಹಾಗೂ ನೂರಾರು ಜನರು ಭಾಗವಹಿಸಿದ್ದರು. — [476, 1184, 618, 1298]
weather-min: 22 — [678, 43, 692, 54]
sidebar-story3-body — [26, 728, 184, 998]
